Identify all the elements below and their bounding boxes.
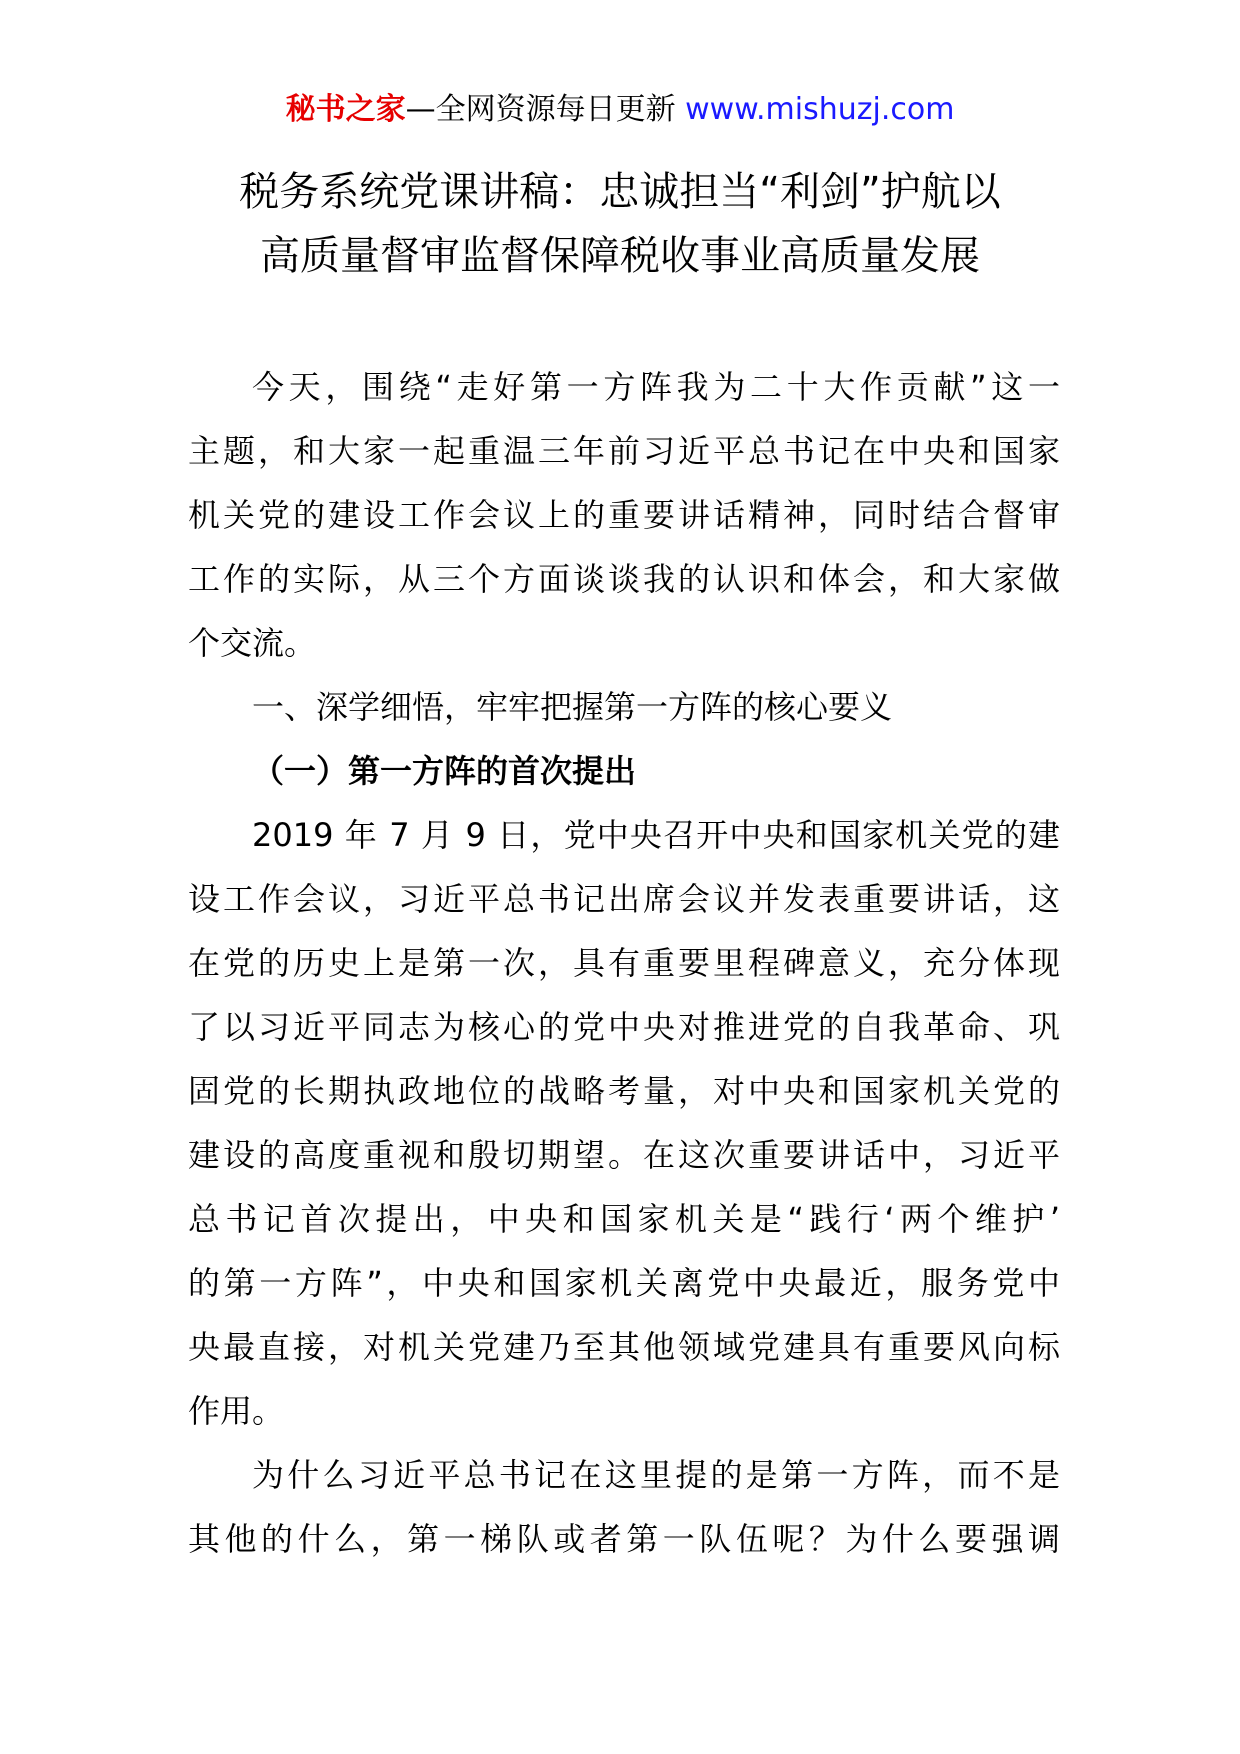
text-line: 总书记首次提出，中央和国家机关是“践行‘两个维护’ (188, 1200, 1060, 1238)
paragraph-intro (188, 355, 1060, 675)
text-line: 其他的什么，第一梯队或者第一队伍呢？为什么要强调 (188, 1520, 1060, 1558)
text-line: 的第一方阵”，中央和国家机关离党中央最近，服务党中 (188, 1264, 1060, 1302)
document-body (188, 355, 1060, 1571)
text-line: 工作的实际，从三个方面谈谈我的认识和体会，和大家做 (188, 560, 1060, 598)
text-line: 了以习近平同志为核心的党中央对推进党的自我革命、巩 (188, 1008, 1060, 1046)
brand-name: 秘书之家 (285, 92, 406, 127)
text-line: 设工作会议，习近平总书记出席会议并发表重要讲话，这 (188, 880, 1060, 918)
text-line: 主题，和大家一起重温三年前习近平总书记在中央和国家 (188, 432, 1060, 470)
title-line-1: 税务系统党课讲稿：忠诚担当“利剑”护航以 (239, 169, 1001, 215)
header-tagline: —全网资源每日更新 (405, 92, 676, 127)
title-line-2: 高质量督审监督保障税收事业高质量发展 (260, 233, 980, 279)
document-title (0, 160, 1240, 288)
site-url-link[interactable]: www.mishuzj.com (685, 92, 955, 127)
site-header (0, 88, 1240, 132)
text-line: 今天，围绕“走好第一方阵我为二十大作贡献”这一 (252, 368, 1060, 406)
text-line: 作用。 (188, 1392, 285, 1430)
section-heading-1: 一、深学细悟，牢牢把握第一方阵的核心要义 (252, 688, 893, 726)
subsection-heading-1: （一）第一方阵的首次提出 (252, 752, 637, 790)
paragraph-history (188, 803, 1060, 1443)
text-line: 2019 年 7 月 9 日，党中央召开中央和国家机关党的建 (252, 816, 1060, 854)
text-line: 建设的高度重视和殷切期望。在这次重要讲话中，习近平 (188, 1136, 1060, 1174)
text-line: 为什么习近平总书记在这里提的是第一方阵，而不是 (252, 1456, 1060, 1494)
text-line: 在党的历史上是第一次，具有重要里程碑意义，充分体现 (188, 944, 1060, 982)
text-line: 个交流。 (188, 624, 317, 662)
text-line: 央最直接，对机关党建乃至其他领域党建具有重要风向标 (188, 1328, 1060, 1366)
text-line: 机关党的建设工作会议上的重要讲话精神，同时结合督审 (188, 496, 1060, 534)
paragraph-question (188, 1443, 1060, 1571)
text-line: 固党的长期执政地位的战略考量，对中央和国家机关党的 (188, 1072, 1060, 1110)
